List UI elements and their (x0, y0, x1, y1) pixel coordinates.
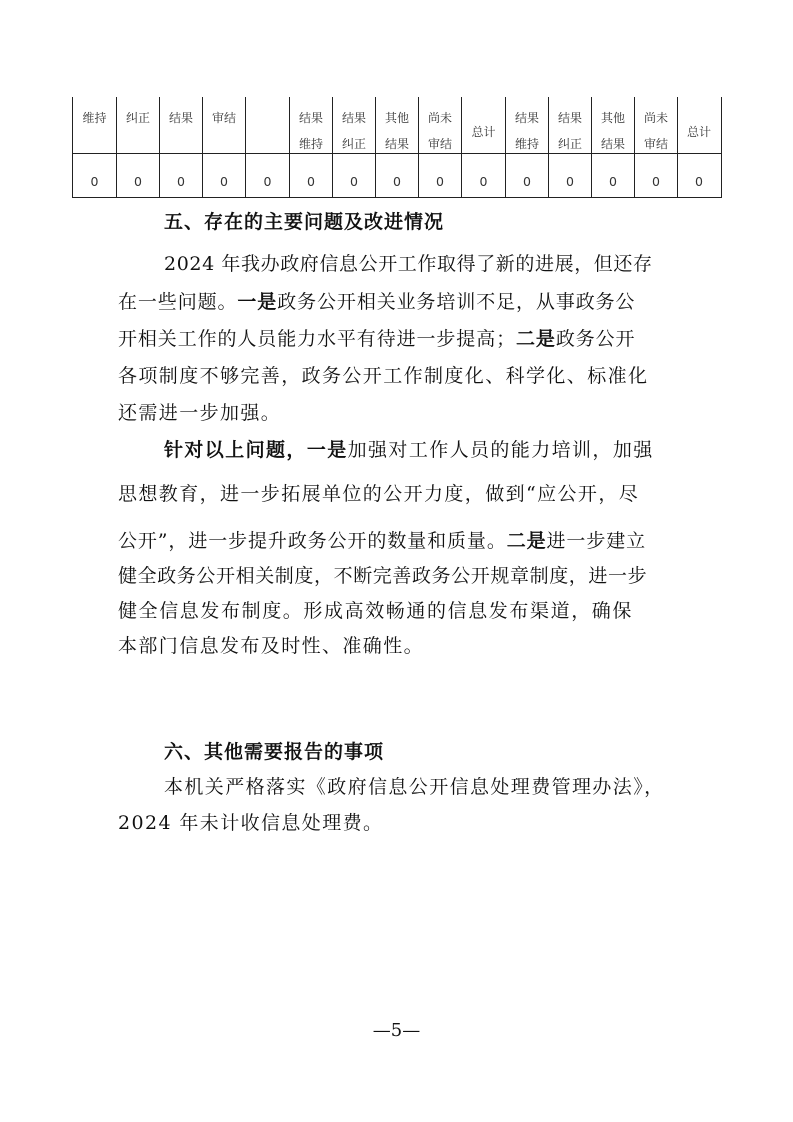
table-value-cell (462, 154, 506, 197)
header-label: 结果 (514, 111, 539, 125)
emphasis-first: 一是 (237, 291, 278, 313)
header-label: 审结 (643, 137, 668, 151)
section-six-heading: 六、其他需要报告的事项 (164, 741, 385, 763)
table-header-cell (506, 97, 549, 153)
s5-paragraph1-line2 (118, 287, 635, 314)
cell-value: 0 (350, 174, 358, 189)
table-header-cell (290, 97, 333, 153)
cell-value: 0 (566, 174, 574, 189)
table-header-row (73, 97, 721, 154)
header-label: 维持 (298, 137, 323, 151)
table-header-cell (419, 97, 462, 153)
section-five-heading: 五、存在的主要问题及改进情况 (164, 211, 445, 233)
table-header-cell (203, 97, 246, 153)
table-value-cell (333, 154, 376, 197)
header-label: 维持 (82, 111, 107, 125)
s5-paragraph2-line2: 思想教育，进一步拓展单位的公开力度，做到“应公开，尽 (118, 483, 640, 505)
s5-paragraph2-line3 (118, 526, 646, 553)
header-label: 结果 (557, 111, 582, 125)
statistics-table-fragment (72, 97, 722, 198)
table-header-cell (376, 97, 419, 153)
text-span: 进一步建立 (546, 530, 647, 552)
table-header-cell (333, 97, 376, 153)
cell-value: 0 (263, 174, 272, 189)
emphasis-first: 一是 (306, 439, 348, 461)
cell-value: 0 (307, 174, 315, 189)
table-value-cell (246, 154, 290, 197)
header-label: 结果 (168, 111, 193, 125)
cell-value: 0 (436, 174, 444, 189)
cell-value: 0 (393, 174, 401, 189)
header-label: 总计 (471, 125, 496, 139)
table-value-cell (117, 154, 160, 197)
cell-value: 0 (523, 174, 531, 189)
text-span: 加强对工作人员的能力培训，加强 (347, 439, 654, 461)
header-label: 结果 (384, 137, 409, 151)
table-header-cell (678, 97, 720, 153)
text-span: 政务公开相关业务培训不足，从事政务公 (277, 291, 636, 313)
cell-value: 0 (609, 174, 617, 189)
header-label: 纠正 (557, 137, 582, 151)
cell-value: 0 (479, 174, 488, 189)
s5-paragraph1-line3 (118, 324, 635, 351)
s6-paragraph-line2: 2024 年未计收信息处理费。 (118, 812, 384, 834)
s5-paragraph1-line5: 还需进一步加强。 (118, 402, 282, 424)
table-header-cell (635, 97, 678, 153)
header-label: 纠正 (125, 111, 150, 125)
header-label: 其他 (384, 111, 409, 125)
emphasis-lead: 针对以上问题， (164, 439, 307, 461)
table-value-cell (549, 154, 592, 197)
text-span: 在一些问题。 (118, 291, 238, 313)
cell-value: 0 (90, 174, 99, 189)
table-value-cell (419, 154, 462, 197)
text-span: 开相关工作的人员能力水平有待进一步提高； (118, 328, 517, 350)
header-label: 总计 (686, 125, 711, 139)
cell-value: 0 (695, 174, 703, 189)
s5-paragraph2-line4: 健全政务公开相关制度，不断完善政务公开规章制度，进一步 (118, 565, 648, 587)
s5-paragraph2-line1 (164, 435, 654, 462)
table-value-cell (203, 154, 246, 197)
emphasis-second: 二是 (506, 530, 547, 552)
table-value-cell (290, 154, 333, 197)
header-label: 维持 (514, 137, 539, 151)
table-header-cell (73, 97, 117, 153)
page-number: —5— (372, 1020, 421, 1041)
cell-value: 0 (134, 174, 142, 189)
text-span: 公开”，进一步提升政务公开的数量和质量。 (118, 530, 507, 552)
table-header-cell (117, 97, 160, 153)
header-label: 审结 (211, 111, 236, 125)
table-value-cell (506, 154, 549, 197)
table-value-cell (376, 154, 419, 197)
cell-value: 0 (220, 174, 228, 189)
table-header-cell (246, 97, 290, 153)
text-span: 政务公开 (555, 328, 636, 350)
header-label: 尚未 (427, 111, 452, 125)
header-label: 其他 (600, 111, 625, 125)
table-header-cell (462, 97, 506, 153)
table-value-row (73, 154, 721, 197)
header-label: 结果 (298, 111, 323, 125)
table-value-cell (160, 154, 203, 197)
cell-value: 0 (177, 174, 185, 189)
s5-paragraph2-line5: 健全信息发布制度。形成高效畅通的信息发布渠道，确保 (118, 600, 634, 622)
s5-paragraph2-line6: 本部门信息发布及时性、准确性。 (118, 635, 425, 657)
header-label: 审结 (427, 137, 452, 151)
emphasis-second: 二是 (516, 328, 556, 350)
table-value-cell (678, 154, 720, 197)
table-header-cell (160, 97, 203, 153)
table-header-cell (549, 97, 592, 153)
table-header-cell (592, 97, 635, 153)
table-value-cell (635, 154, 678, 197)
s5-paragraph1-line1: 2024 年我办政府信息公开工作取得了新的进展，但还存 (164, 253, 653, 275)
header-label: 尚未 (643, 111, 668, 125)
header-label: 结果 (341, 111, 366, 125)
s5-paragraph1-line4: 各项制度不够完善，政务公开工作制度化、科学化、标准化 (118, 365, 649, 387)
cell-value: 0 (652, 174, 660, 189)
header-label: 结果 (600, 137, 625, 151)
table-value-cell (73, 154, 117, 197)
table-value-cell (592, 154, 635, 197)
s6-paragraph-line1: 本机关严格落实《政府信息公开信息处理费管理办法》， (164, 776, 665, 798)
header-label: 纠正 (341, 137, 366, 151)
